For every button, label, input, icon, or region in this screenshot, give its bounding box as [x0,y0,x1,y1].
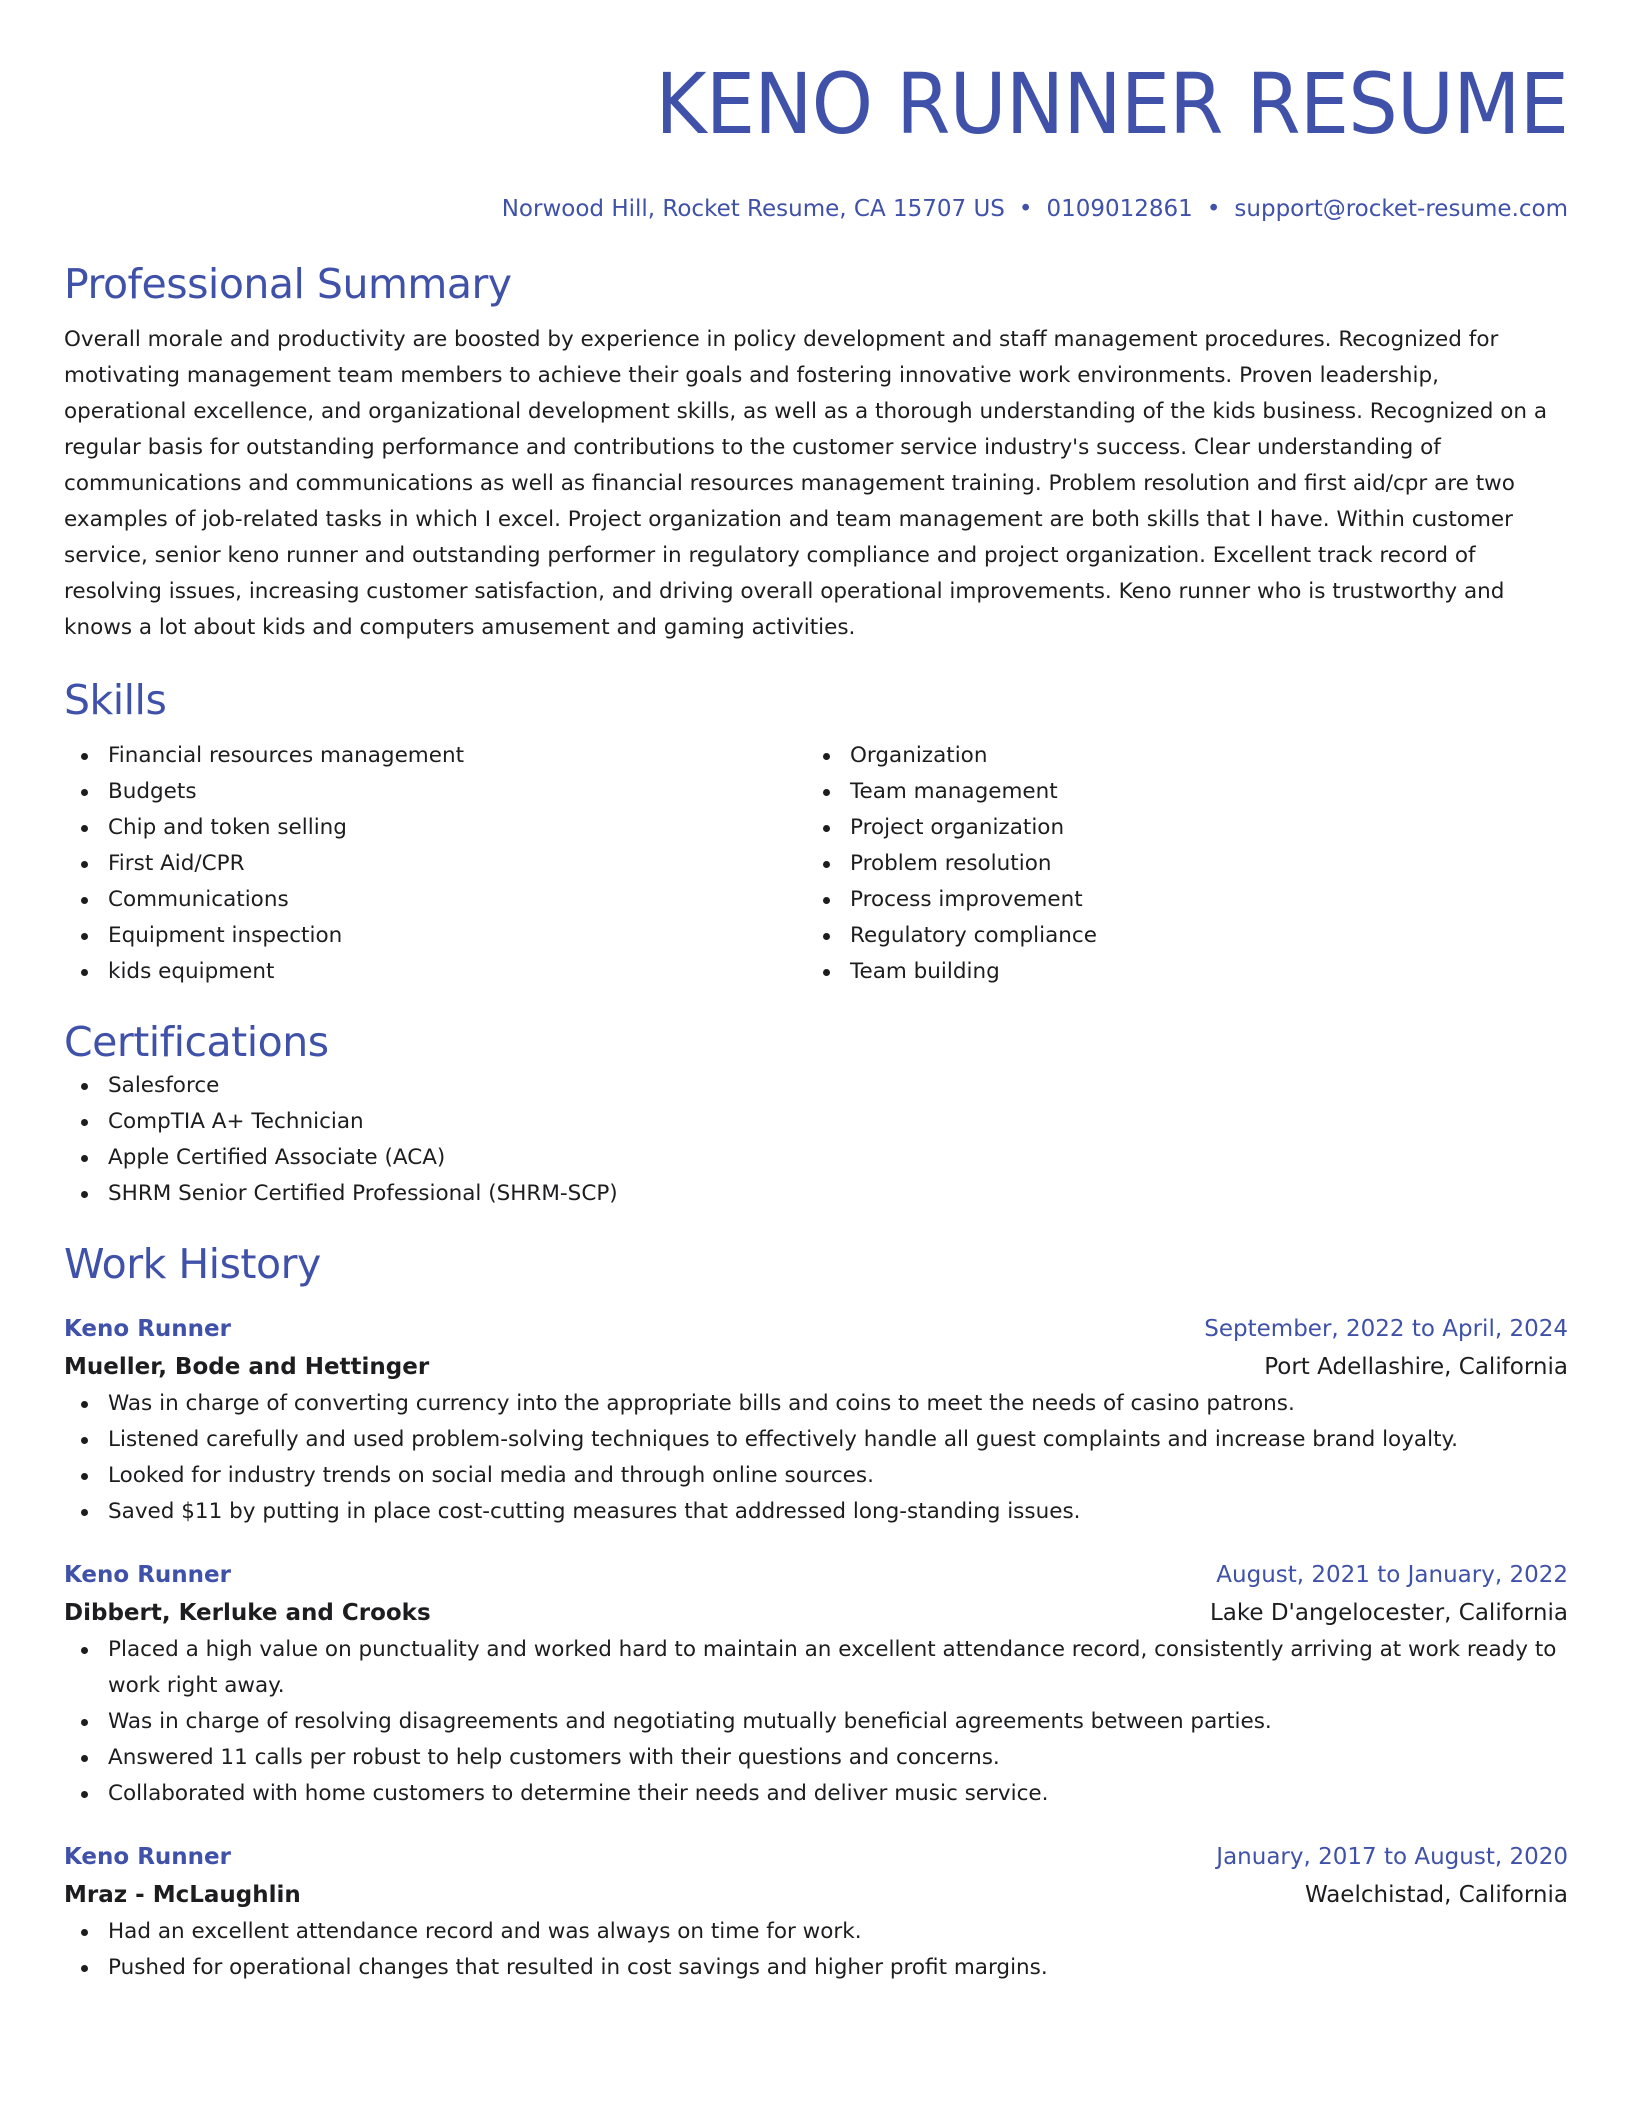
job-title: Keno Runner [64,1844,231,1870]
contact-separator: • [1018,196,1033,222]
job-entry [64,1556,1568,1812]
skills-column-left [64,738,806,990]
summary-text: Overall morale and productivity are boosted by experience in policy development and staff management procedures. Recognized for motivating management team members to achieve their goals and fostering innovative work environments. Proven leadership, operational excellence, and organizational development skills, as well as a thorough understanding of the kids business. Recognized on a regular basis for outstanding performance and contributions to the customer service industry's success. Clear understanding of communications and communications as well as financial resources management training. Problem resolution and first aid/cpr are two examples of job-related tasks in which I excel. Project organization and team management are both skills that I have. Within customer service, senior keno runner and outstanding performer in regulatory compliance and project organization. Excellent track record of resolving issues, increasing customer satisfaction, and driving overall operational improvements. Keno runner who is trustworthy and knows a lot about kids and computers amusement and gaming activities. [64,327,1548,640]
skill-item: Budgets [64,774,806,810]
job-bullet: Was in charge of converting currency into the appropriate bills and coins to meet the needs of casino patrons. [64,1386,1568,1422]
certification-item: Apple Certified Associate (ACA) [64,1140,1568,1176]
resume-page [64,0,1568,1986]
job-dates: August, 2021 to January, 2022 [1216,1562,1568,1588]
job-bullet: Looked for industry trends on social media and through online sources. [64,1458,1568,1494]
contact-phone: 0109012861 [1046,196,1193,222]
job-entry [64,1310,1568,1530]
job-title: Keno Runner [64,1316,231,1342]
job-bullet: Placed a high value on punctuality and worked hard to maintain an excellent attendance record, consistently arriving at work ready to work right away. [64,1632,1568,1704]
summary-heading: Professional Summary [64,260,512,308]
job-title: Keno Runner [64,1562,231,1588]
skills-column-right [806,738,1548,990]
job-dates: January, 2017 to August, 2020 [1216,1844,1568,1870]
job-location: Port Adellashire, California [1264,1354,1568,1380]
skills-heading: Skills [64,676,167,724]
skill-item: Chip and token selling [64,810,806,846]
job-entry [64,1838,1568,1986]
skill-item: Process improvement [806,882,1548,918]
skill-item: Financial resources management [64,738,806,774]
skills-grid [64,738,1568,990]
skill-item: Communications [64,882,806,918]
job-bullet: Pushed for operational changes that resulted in cost savings and higher profit margins. [64,1950,1568,1986]
job-bullets [64,1632,1568,1812]
work-history-heading: Work History [64,1240,321,1288]
job-dates: September, 2022 to April, 2024 [1204,1316,1568,1342]
certifications-list [64,1068,1568,1212]
job-company: Mueller, Bode and Hettinger [64,1354,430,1380]
certification-item: SHRM Senior Certified Professional (SHRM-SCP) [64,1176,1568,1212]
resume-name: KENO RUNNER RESUME [655,55,1568,153]
job-bullet: Had an excellent attendance record and was always on time for work. [64,1914,1568,1950]
job-company: Dibbert, Kerluke and Crooks [64,1600,431,1626]
skill-item: Organization [806,738,1548,774]
job-bullets [64,1914,1568,1986]
job-bullets [64,1386,1568,1530]
contact-address: Norwood Hill, Rocket Resume, CA 15707 US [501,196,1005,222]
skill-item: Problem resolution [806,846,1548,882]
job-bullet: Answered 11 calls per robust to help customers with their questions and concerns. [64,1740,1568,1776]
job-bullet: Was in charge of resolving disagreements and negotiating mutually beneficial agreements between parties. [64,1704,1568,1740]
certification-item: CompTIA A+ Technician [64,1104,1568,1140]
job-location: Waelchistad, California [1304,1882,1568,1908]
contact-email: support@rocket-resume.com [1234,196,1568,222]
skill-item: kids equipment [64,954,806,990]
job-bullet: Collaborated with home customers to determine their needs and deliver music service. [64,1776,1568,1812]
skill-item: Team building [806,954,1548,990]
contact-separator: • [1206,196,1221,222]
skill-item: Equipment inspection [64,918,806,954]
job-bullet: Saved $11 by putting in place cost-cutting measures that addressed long-standing issues. [64,1494,1568,1530]
certifications-heading: Certifications [64,1018,329,1066]
job-bullet: Listened carefully and used problem-solving techniques to effectively handle all guest complaints and increase brand loyalty. [64,1422,1568,1458]
job-company: Mraz - McLaughlin [64,1882,301,1908]
contact-line [64,194,1568,224]
job-location: Lake D'angelocester, California [1209,1600,1568,1626]
skill-item: Regulatory compliance [806,918,1548,954]
skill-item: Project organization [806,810,1548,846]
skill-item: Team management [806,774,1548,810]
skill-item: First Aid/CPR [64,846,806,882]
certification-item: Salesforce [64,1068,1568,1104]
